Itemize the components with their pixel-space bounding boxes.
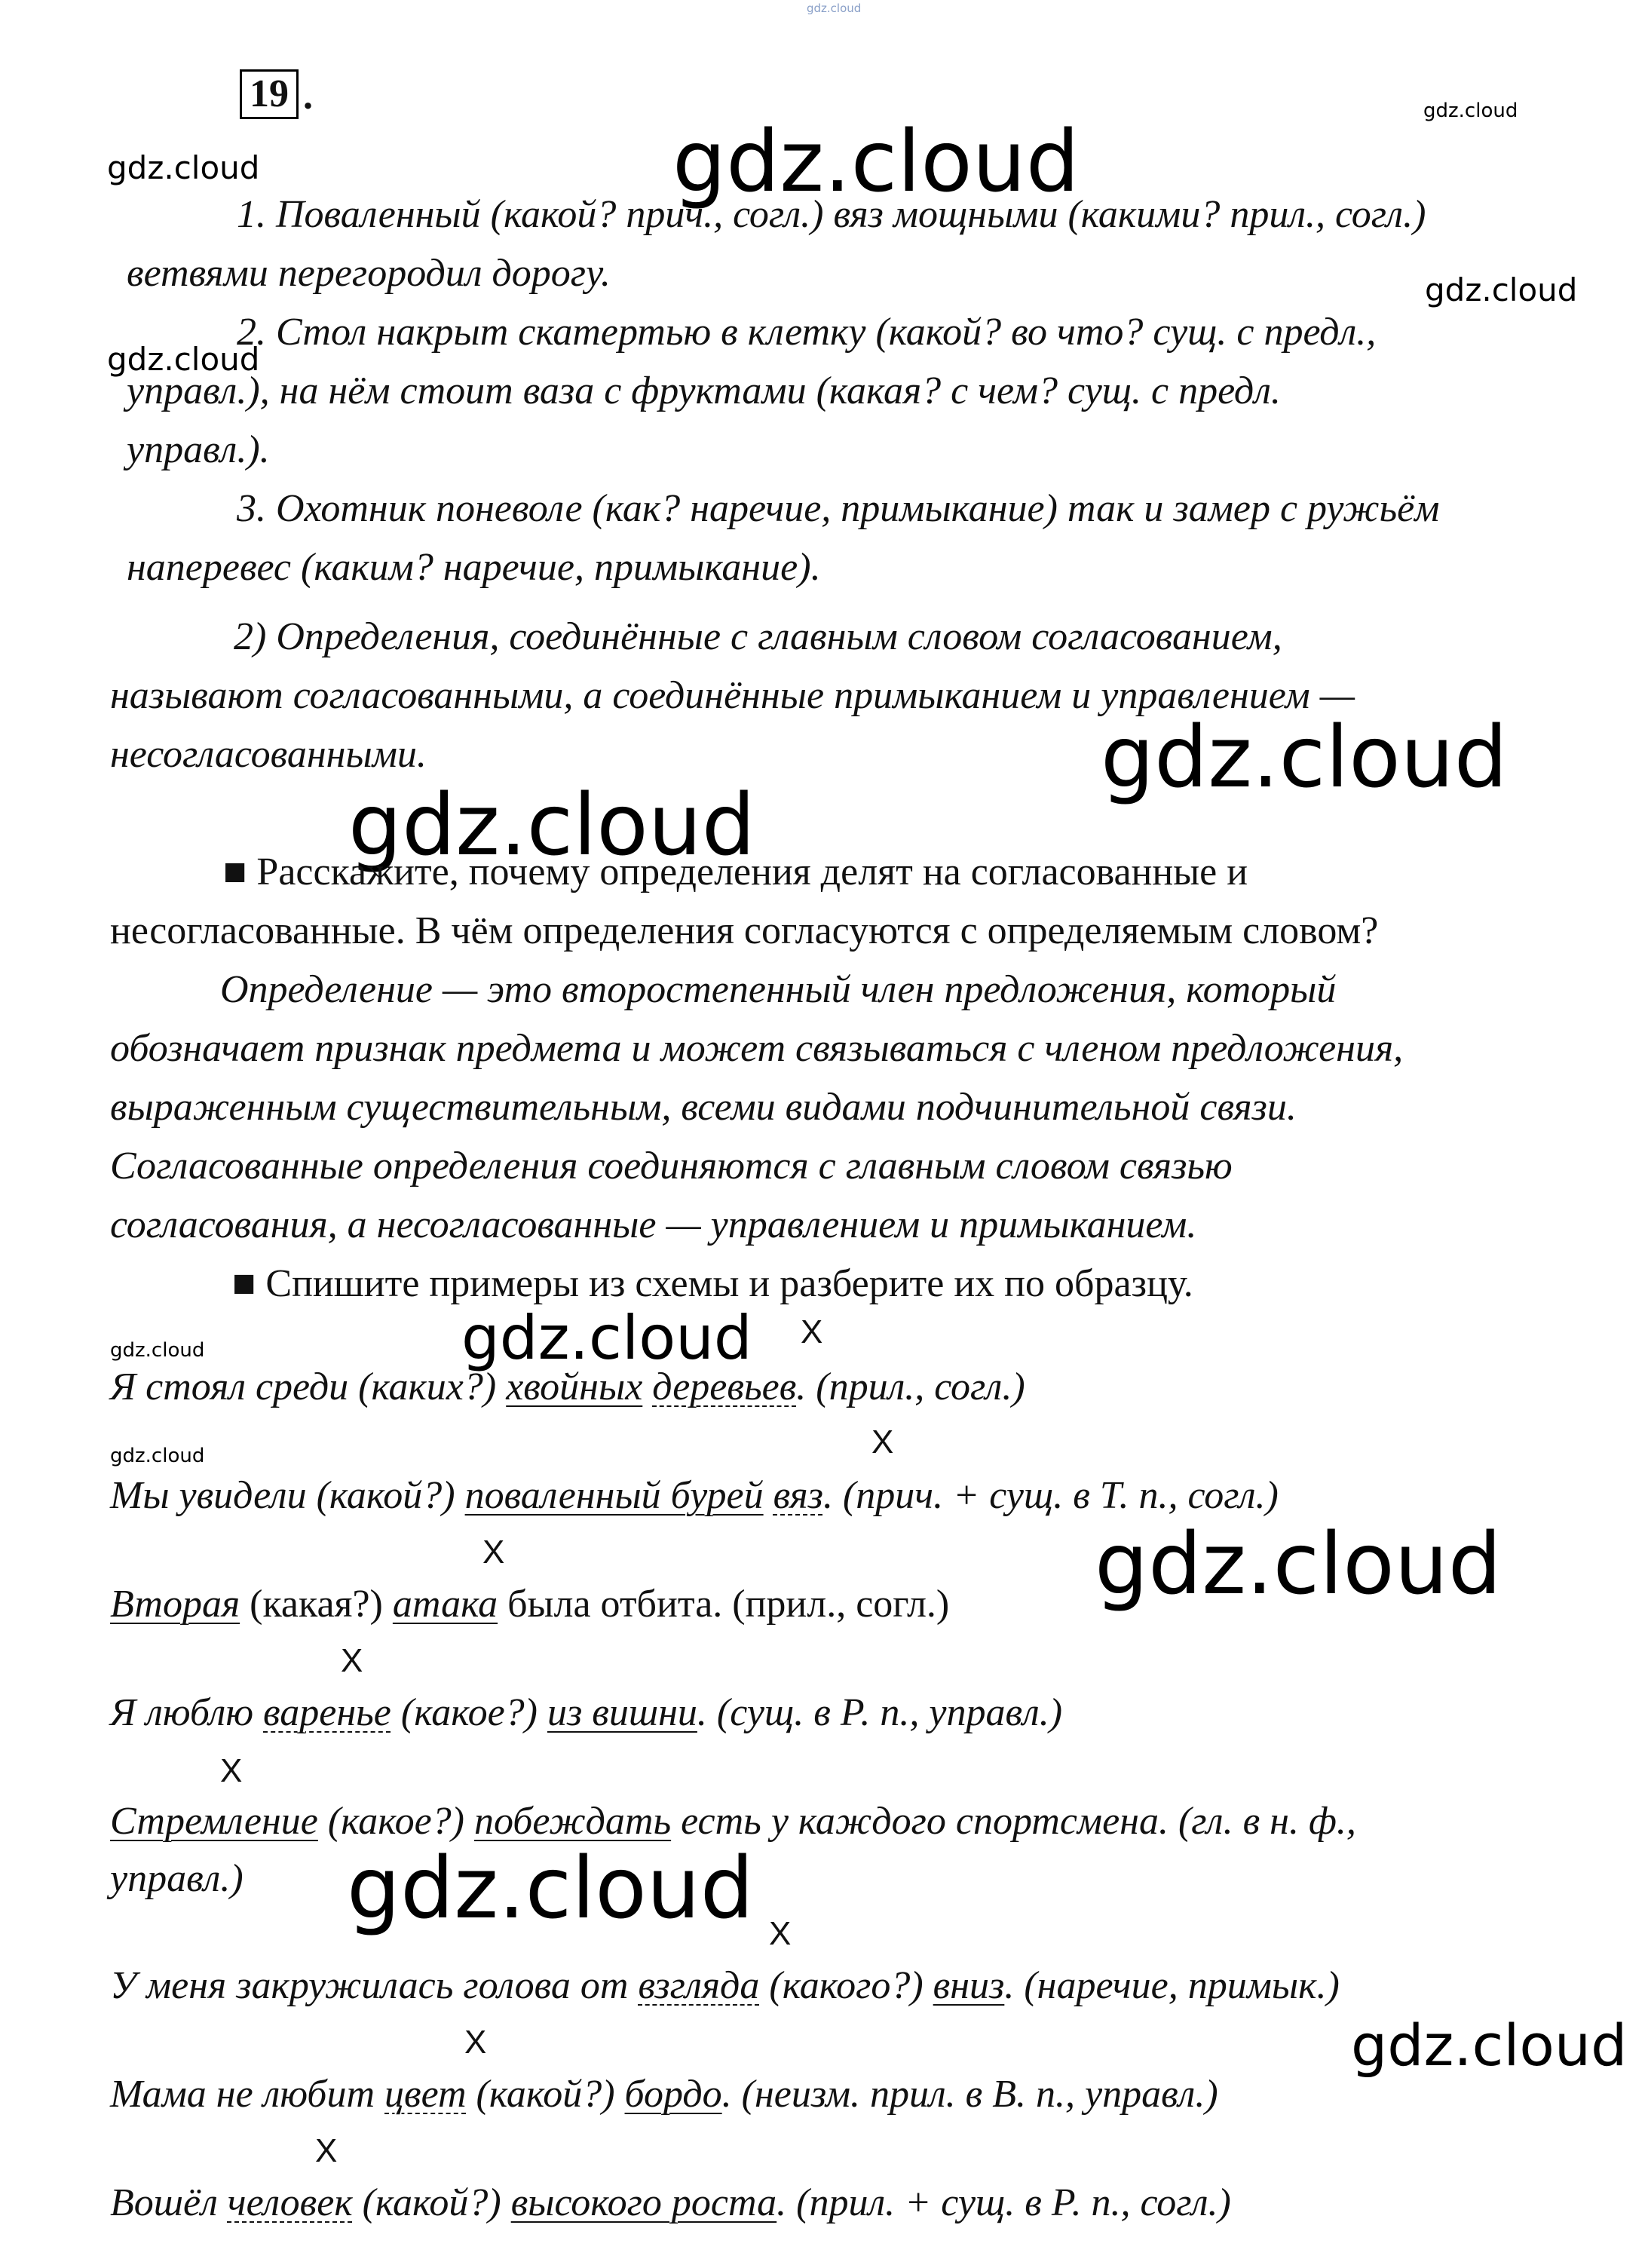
dashed-underlined-word: вяз: [773, 1474, 823, 1517]
underlined-word: Вторая: [110, 1583, 240, 1626]
dashed-underlined-word: взгляда: [638, 1964, 760, 2007]
x-mark: X: [482, 1534, 505, 1571]
example-5-line-1: Стремление (какое?) побеждать есть у каждого спортсмена. (гл. в н. ф.,: [110, 1800, 1356, 1843]
item-2-line-1: 2. Стол накрыт скатертью в клетку (какой? во что? сущ. с предл.,: [237, 311, 1377, 354]
dashed-underlined-word: деревьев: [652, 1365, 797, 1408]
underlined-word: высокого роста: [510, 2181, 777, 2224]
underlined-word: вниз: [933, 1964, 1005, 2007]
watermark: gdz.cloud: [110, 1339, 205, 1362]
x-mark: X: [769, 1915, 792, 1952]
answer2-line-1: 2) Определения, соединённые с главным словом согласованием,: [234, 615, 1282, 658]
item-3-line-1: 3. Охотник поневоле (как? наречие, примыкание) так и замер с ружьём: [237, 487, 1440, 530]
item-3-line-2: наперевес (каким? наречие, примыкание).: [127, 546, 821, 589]
example-4: Я люблю варенье (какое?) из вишни. (сущ. в Р. п., управл.): [110, 1691, 1063, 1734]
watermark: gdz.cloud: [1423, 100, 1518, 122]
task1-line-2: несогласованные. В чём определения согласуются с определяемым словом?: [110, 909, 1379, 952]
exercise-number: 19: [240, 69, 299, 119]
watermark: gdz.cloud: [461, 1303, 752, 1373]
watermark: gdz.cloud: [1351, 2012, 1628, 2079]
underlined-word: хвойных: [506, 1365, 643, 1408]
answer-def-line-3: выраженным существительным, всеми видами подчинительной связи.: [110, 1086, 1297, 1129]
x-mark: X: [801, 1313, 823, 1350]
underlined-word: поваленный бурей: [464, 1474, 764, 1517]
example-8: Вошёл человек (какой?) высокого роста. (прил. + сущ. в Р. п., согл.): [110, 2181, 1231, 2224]
item-2-line-2: управл.), на нём стоит ваза с фруктами (какая? с чем? сущ. с предл.: [127, 369, 1281, 412]
watermark: gdz.cloud: [107, 341, 260, 378]
example-5-line-2: управл.): [110, 1857, 244, 1900]
example-3: Вторая (какая?) атака была отбита. (прил., согл.): [110, 1583, 950, 1626]
example-6: У меня закружилась голова от взгляда (какого?) вниз. (наречие, примык.): [110, 1964, 1340, 2007]
item-1-line-2: ветвями перегородил дорогу.: [127, 252, 611, 295]
example-7: Мама не любит цвет (какой?) бордо. (неизм. прил. в В. п., управл.): [110, 2073, 1218, 2116]
watermark: gdz.cloud: [1425, 271, 1578, 308]
dashed-underlined-word: цвет: [384, 2073, 467, 2116]
dashed-underlined-word: варенье: [263, 1691, 391, 1734]
underlined-word: побеждать: [473, 1800, 672, 1843]
answer-def-line-5: согласования, а несогласованные — управлением и примыканием.: [110, 1203, 1197, 1246]
answer-def-line-2: обозначает признак предмета и может связываться с членом предложения,: [110, 1027, 1404, 1070]
dashed-underlined-word: человек: [227, 2181, 353, 2224]
item-2-line-3: управл.).: [127, 428, 270, 471]
exercise-number-dot: .: [303, 75, 313, 118]
watermark: gdz.cloud: [1095, 1516, 1502, 1614]
x-mark: X: [315, 2132, 338, 2169]
x-mark: X: [220, 1752, 243, 1789]
underlined-word: из вишни: [547, 1691, 697, 1734]
watermark: gdz.cloud: [110, 1445, 205, 1467]
answer2-line-2: называют согласованными, а соединённые примыканием и управлением —: [110, 674, 1355, 717]
watermark: gdz.cloud: [1101, 709, 1508, 807]
bullet: ■: [223, 851, 247, 893]
x-mark: X: [464, 2024, 487, 2061]
watermark: gdz.cloud: [348, 777, 755, 875]
watermark: gdz.cloud: [107, 149, 260, 186]
answer-def-line-4: Согласованные определения соединяются с главным словом связью: [110, 1145, 1233, 1188]
underlined-word: Стремление: [110, 1800, 318, 1843]
answer-def-line-1: Определение — это второстепенный член предложения, который: [220, 968, 1337, 1011]
bullet: ■: [232, 1262, 256, 1305]
underlined-word: бордо: [624, 2073, 722, 2116]
watermark: gdz.cloud: [672, 113, 1080, 211]
example-2: Мы увидели (какой?) поваленный бурей вяз. (прич. + сущ. в Т. п., согл.): [110, 1474, 1279, 1517]
example-1: Я стоял среди (каких?) хвойных деревьев. (прил., согл.): [110, 1365, 1025, 1408]
task2-line: ■ Спишите примеры из схемы и разберите их по образцу.: [232, 1262, 1193, 1305]
underlined-word: атака: [392, 1583, 498, 1626]
task1-line-1: ■ Расскажите, почему определения делят на согласованные и: [223, 851, 1248, 893]
watermark: gdz.cloud: [347, 1840, 754, 1938]
item-1-line-1: 1. Поваленный (какой? прич., согл.) вяз мощными (какими? прил., согл.): [237, 193, 1426, 236]
x-mark: X: [871, 1424, 894, 1460]
x-mark: X: [341, 1642, 363, 1679]
answer2-line-3: несогласованными.: [110, 733, 427, 776]
watermark-top: gdz.cloud: [807, 2, 862, 15]
